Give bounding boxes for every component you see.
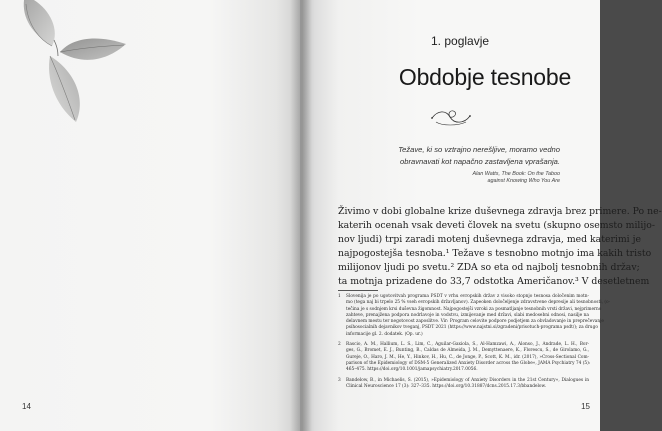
epigraph-source-line: against Knowing Who You Are (487, 178, 560, 184)
footnote-line: parison of the Epidemiology of DSM-5 Generalized Anxiety Disorder across the Globe«, JAMA Psychiatry 74 (5): (346, 360, 591, 366)
right-page (300, 0, 662, 431)
body-line: Živimo v dobi globalne krize duševnega zdravja brez primere. Po ne- (338, 206, 662, 217)
footnote-line: zahteve, prenajžena podpora nodrlavoje in vodstvu, izmijevanje med državi, slabi medosebni odnosi, nasilje na (346, 312, 589, 318)
gutter-shadow (290, 0, 312, 431)
footnote (338, 378, 589, 391)
chapter-label: 1. poglavje (431, 34, 490, 48)
body-line: ta motnja prizadene do 33,7 odstotka Američanov.³ V desetletnem (338, 276, 650, 287)
footnote-rule (338, 290, 378, 291)
epigraph (350, 144, 560, 168)
footnote (338, 294, 611, 338)
page-number-right: 15 (581, 402, 590, 411)
page-number-left: 14 (22, 402, 31, 411)
footnote-line: mo (tega naj bi trpelo 25 % vseh evropskih državljanov). Zapeoken določeljenje zdravstvene depresije ali tesnobnosti, (o- (346, 300, 611, 306)
body-line: milijonov ljudi po svetu.² ZDA so eta od najbolj tesnobnih držav; (338, 262, 640, 273)
footnotes (338, 294, 611, 394)
footnote-line: Clinical Neuroscience 17 (3): 327–335. https://doi.org/10.31887/dcns.2015.17.3/bbandelow. (346, 383, 547, 389)
footnote-line: Rascio, A. M., Hallium, L. S., Lim, C., Aguilar-Gaxiola, S., Al-Hamzawi, A., Alonso, J., Andrade, L. H., Bor- (346, 342, 589, 348)
footnote-line: psihosocialnih dejavnikov tveganj, PSDT 2021 (https://www.najstni.si/zgradeni/prisotuch-programa psdt/); za drugo (346, 325, 598, 331)
footnote-line: ges, G., Bromet, E. J., Bunting, B., Caldas de Almeida, J. M., Demyttenaere, K., Florescu, S., de Girolamo, G., (346, 348, 589, 354)
footnote-line: Bandelow, B., in Michaelis, S. (2015), »Epidemiology of Anxiety Disorders in the 21st Century«, Dialogues in (346, 377, 589, 383)
epigraph-source-line: Alan Watts, The Book: On the Taboo (472, 171, 560, 177)
footnote-line: 465–475. https://doi.org/10.1001/jamapsychiatry.2017.0056. (346, 367, 478, 373)
ornament-flourish-icon (428, 106, 474, 128)
body-text (338, 205, 662, 289)
footnote-number: 2 (338, 342, 341, 348)
footnote-number: 1 (338, 294, 341, 299)
footnote-line: delavnem mestu ter negotovost zaposlitve. Vir: Program celovite podpore podjetjem za obvladovanje in preprečevanje (346, 319, 604, 325)
epigraph-line: obravnavati kot napačno zastavljena vprašanja. (400, 157, 560, 166)
body-line: najpogostejša tesnoba.¹ Težave s tesnobno motnjo ima kakih tristo (338, 248, 652, 259)
leaf-illustration (10, 0, 140, 130)
footnote-line: informacije gl. 2. dodatek. (Op. ur.) (346, 331, 423, 337)
footnote-line: tečina je s sodnjem krsi duševna žigomnost. Najpogostejši vzroki za posmatljanje tesnobnih vrsti državi, nejprimerno (346, 306, 602, 312)
epigraph-source (360, 171, 560, 185)
body-line: katerih ocenah vsak deveti človek na svetu (skupno osemsto milijo- (338, 220, 656, 231)
chapter-title: Obdobje tesnobe (398, 64, 572, 90)
epigraph-line: Težave, ki so vztrajno nerešljive, moramo vedno (398, 145, 560, 154)
footnote (338, 342, 589, 373)
body-line: nov ljudi) trpi zaradi motenj duševnega zdravja, med katerimi je (338, 234, 641, 245)
footnote-line: Gureje, O., Haro, J. M., He, Y., Hinkov, H., Hu, C., de Jonge, P., Scott, K. M., idr. (2017), »Cross-Sectional Com- (346, 354, 589, 360)
left-page (0, 0, 300, 431)
footnote-number: 3 (338, 377, 341, 383)
footnote-line: Slovenija je po ugotovitvah programa PSDT v vrhu evropskih držav z visoko stopnjo tesnosa določenim motn- (346, 294, 589, 299)
